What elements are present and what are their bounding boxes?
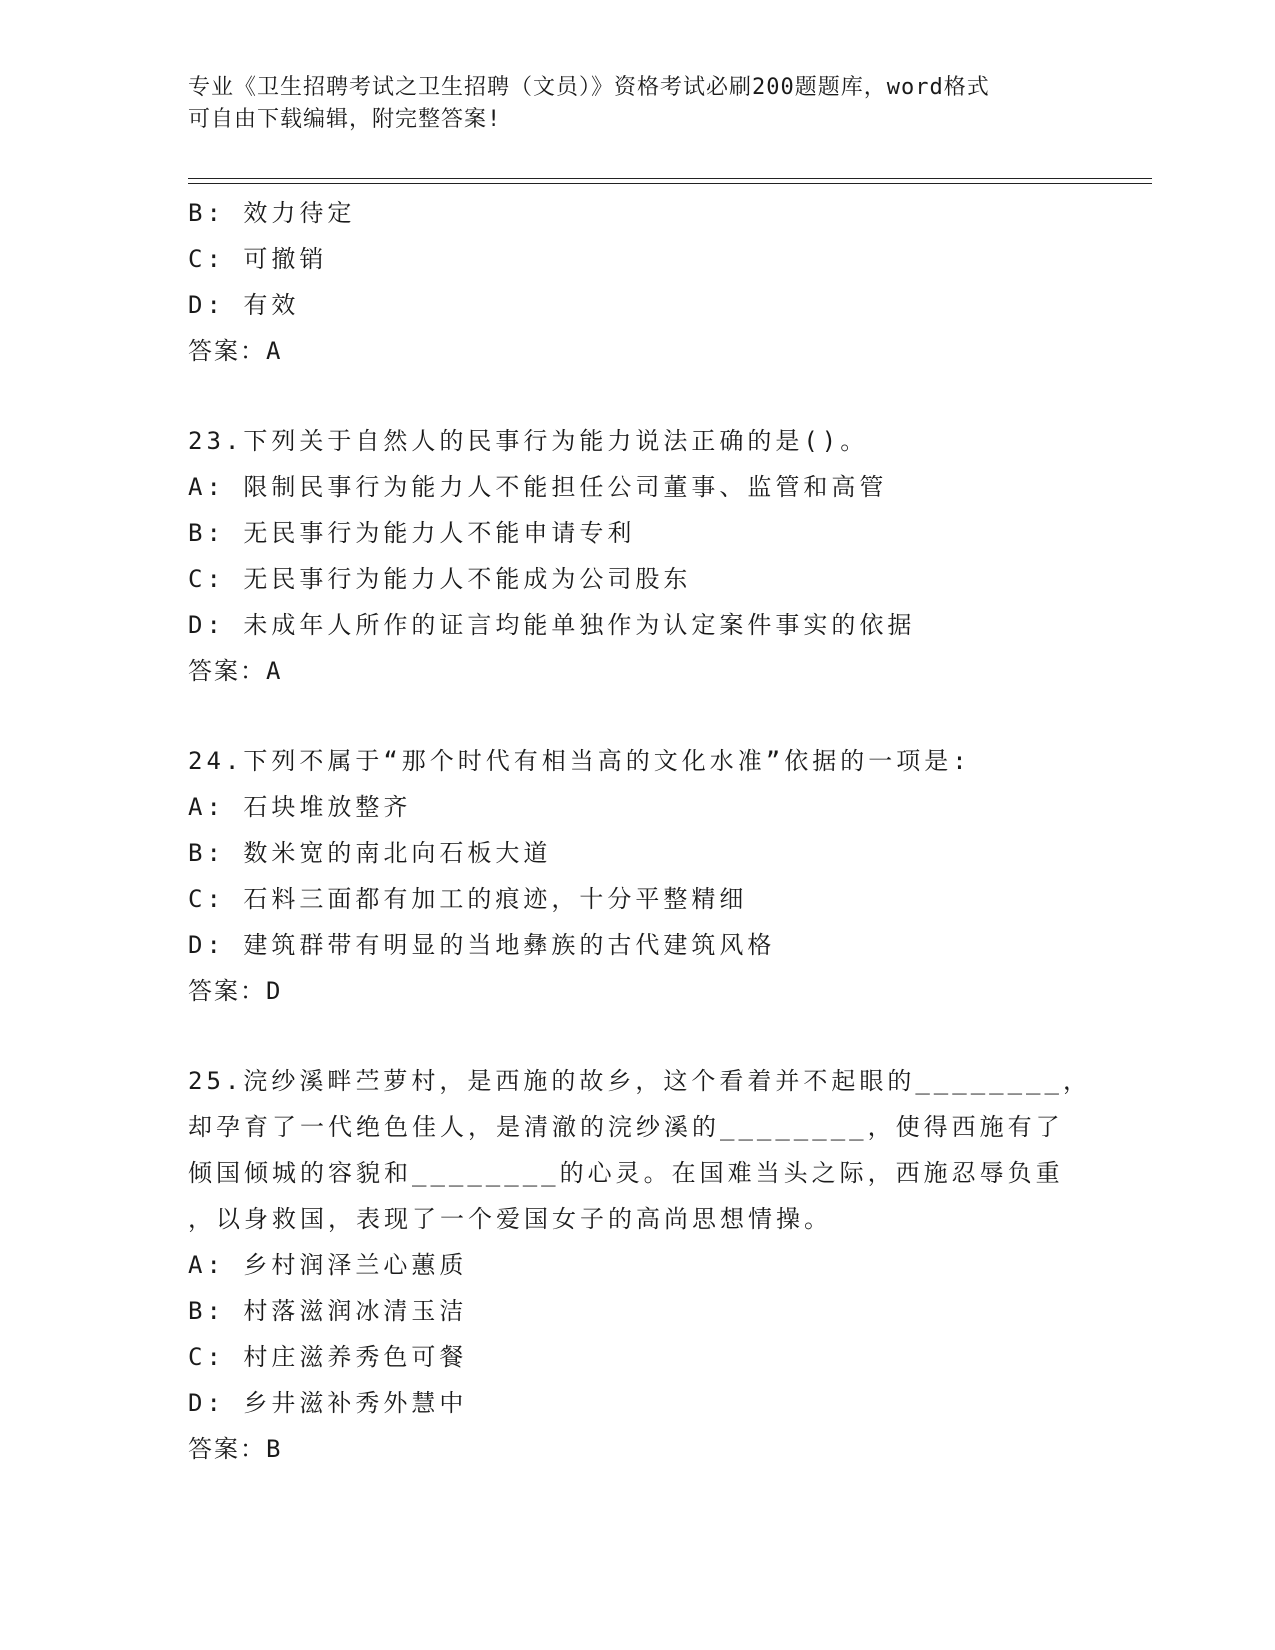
question-stem-line-2: 却孕育了一代绝色佳人，是清澈的浣纱溪的________，使得西施有了 <box>188 1113 1064 1141</box>
question-stem-line-4: ，以身救国，表现了一个爱国女子的高尚思想情操。 <box>188 1205 832 1233</box>
document-header <box>188 72 1068 136</box>
option-c: C: 无民事行为能力人不能成为公司股东 <box>188 565 692 593</box>
header-divider-top <box>188 178 1152 179</box>
question-spacer <box>188 694 1088 738</box>
option-c: C: 可撤销 <box>188 245 328 273</box>
question-stem: 24.下列不属于“那个时代有相当高的文化水准”依据的一项是: <box>188 747 971 775</box>
option-d: D: 建筑群带有明显的当地彝族的古代建筑风格 <box>188 931 776 959</box>
question-25-block <box>188 1058 1091 1472</box>
option-d: D: 乡井滋补秀外慧中 <box>188 1389 468 1417</box>
option-b: B: 数米宽的南北向石板大道 <box>188 839 552 867</box>
header-line-2: 可自由下载编辑，附完整答案! <box>188 107 502 132</box>
option-d: D: 未成年人所作的证言均能单独作为认定案件事实的依据 <box>188 611 916 639</box>
question-24-block <box>188 738 1088 1014</box>
option-d: D: 有效 <box>188 291 300 319</box>
continued-question-block <box>188 190 1088 374</box>
header-line-1: 专业《卫生招聘考试之卫生招聘（文员）》资格考试必刷200题题库，word格式 <box>188 75 990 100</box>
question-stem: 23.下列关于自然人的民事行为能力说法正确的是()。 <box>188 427 869 455</box>
question-stem-line-1: 25.浣纱溪畔苎萝村，是西施的故乡，这个看着并不起眼的________， <box>188 1067 1091 1095</box>
option-a: A: 乡村润泽兰心蕙质 <box>188 1251 468 1279</box>
option-c: C: 村庄滋养秀色可餐 <box>188 1343 468 1371</box>
option-b: B: 村落滋润冰清玉洁 <box>188 1297 468 1325</box>
option-b: B: 效力待定 <box>188 199 356 227</box>
question-23-block <box>188 418 1088 694</box>
question-spacer <box>188 1014 1088 1058</box>
question-spacer <box>188 374 1088 418</box>
answer-line: 答案：D <box>188 977 283 1005</box>
header-divider-bottom <box>188 183 1152 184</box>
answer-line: 答案：B <box>188 1435 283 1463</box>
option-a: A: 石块堆放整齐 <box>188 793 412 821</box>
question-stem-line-3: 倾国倾城的容貌和________的心灵。在国难当头之际，西施忍辱负重 <box>188 1159 1064 1187</box>
option-c: C: 石料三面都有加工的痕迹，十分平整精细 <box>188 885 748 913</box>
option-a: A: 限制民事行为能力人不能担任公司董事、监管和高管 <box>188 473 888 501</box>
question-list <box>188 190 1091 1472</box>
answer-line: 答案：A <box>188 337 283 365</box>
option-b: B: 无民事行为能力人不能申请专利 <box>188 519 636 547</box>
answer-line: 答案：A <box>188 657 283 685</box>
